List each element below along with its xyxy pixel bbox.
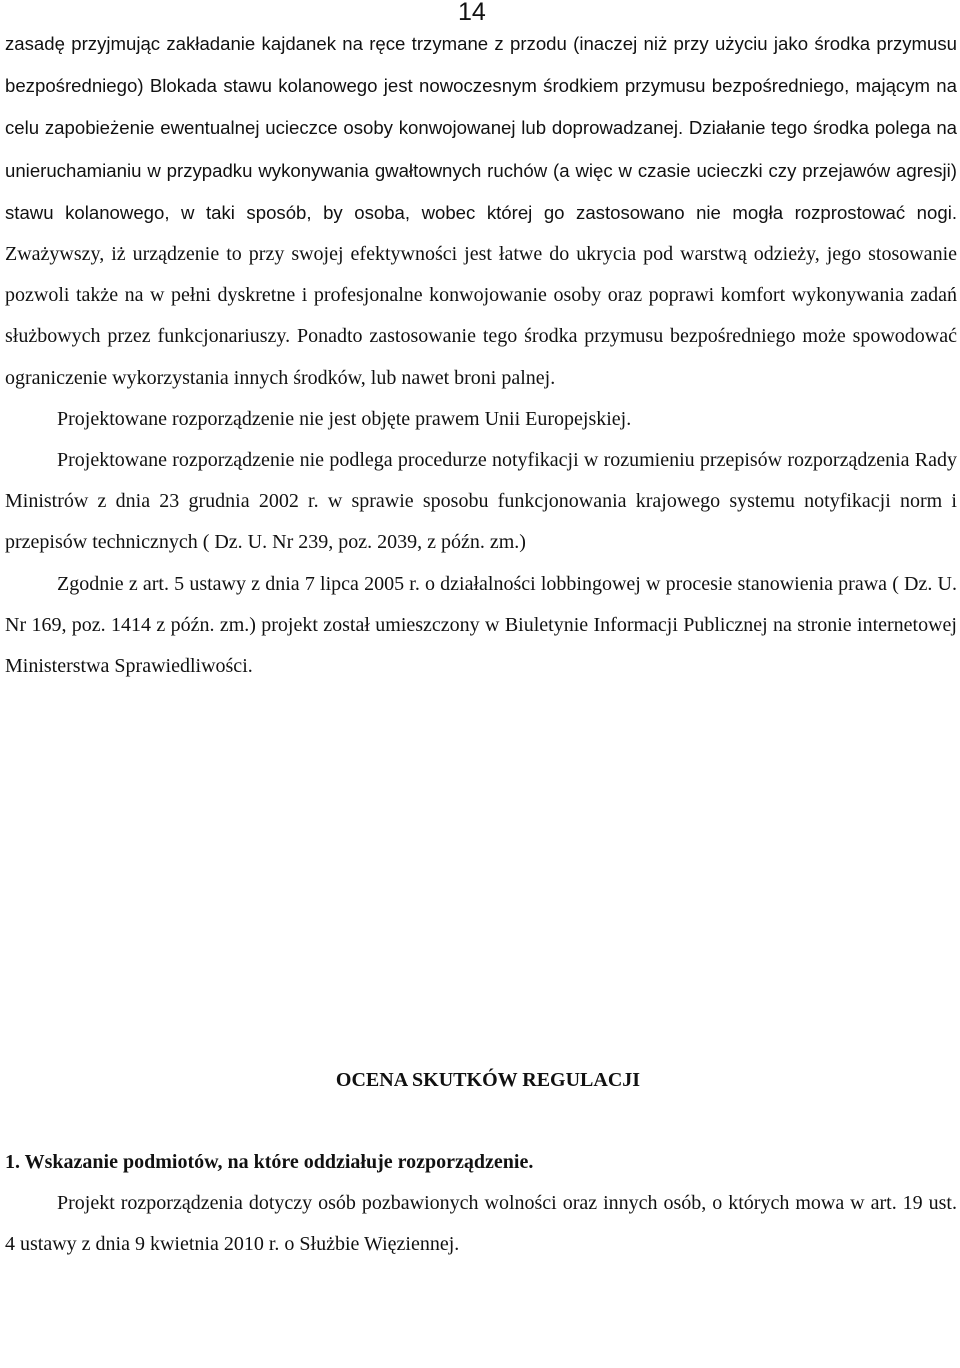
blank-space	[5, 687, 957, 1060]
paragraph-notification: Projektowane rozporządzenie nie podlega procedurze notyfikacji w rozumieniu przepisów rozporządzenia Rady Ministrów z dnia 23 grudnia 2002 r. w sprawie sposobu funkcjonowania krajowego systemu notyfikacji norm i przepisów technicznych ( Dz. U. Nr 239, poz. 2039, z późn. zm.)	[5, 449, 957, 554]
section-1-heading: 1. Wskazanie podmiotów, na które oddziałuje rozporządzenie.	[5, 1151, 534, 1174]
paragraph-eu-law: Projektowane rozporządzenie nie jest objęte prawem Unii Europejskiej.	[57, 407, 632, 430]
paragraph-knee-lock-text-a: zasadę przyjmując zakładanie kajdanek na ręce trzymane z przodu (inaczej niż przy użyciu jako środka przymusu bezpośredniego) Blokada stawu kolanowego jest nowoczesnym środkiem przymusu bezpośredniego, mającym na celu zapobieżenie ewentualnej ucieczce osoby konwojowanej lub doprowadzanej. Działanie tego środka polega na unieruchamianiu w przypadku wykonywania gwałtownych ruchów (a więc w czasie ucieczki czy przejawów agresji) stawu kolanowego, w taki sposób, by osoba, wobec której go zastosowano nie mogła rozprostować nogi.	[5, 33, 957, 223]
section-1-text: Projekt rozporządzenia dotyczy osób pozbawionych wolności oraz innych osób, o których mowa w art. 19 ust. 4 ustawy z dnia 9 kwietnia 2010 r. o Służbie Więziennej.	[5, 1192, 957, 1256]
paragraph-knee-lock	[5, 23, 957, 399]
assessment-title: OCENA SKUTKÓW REGULACJI	[335, 1069, 641, 1092]
paragraph-knee-lock-text-b: Zważywszy, iż urządzenie to przy swojej efektywności jest łatwe do ukrycia pod warstwą odzieży, jego stosowanie pozwoli także na w pełni dyskretne i profesjonalne konwojowanie osoby oraz poprawi komfort wykonywania zadań służbowych przez funkcjonariuszy. Ponadto zastosowanie tego środka przymusu bezpośredniego może spowodować ograniczenie wykorzystania innych środków, lub nawet broni palnej.	[5, 243, 957, 389]
page-number: 14	[458, 0, 486, 26]
document-body	[5, 23, 957, 1266]
paragraph-lobbying: Zgodnie z art. 5 ustawy z dnia 7 lipca 2005 r. o działalności lobbingowej w procesie stanowienia prawa ( Dz. U. Nr 169, poz. 1414 z późn. zm.) projekt został umieszczony w Biuletynie Informacji Publicznej na stronie internetowej Ministerstwa Sprawiedliwości.	[5, 572, 957, 678]
